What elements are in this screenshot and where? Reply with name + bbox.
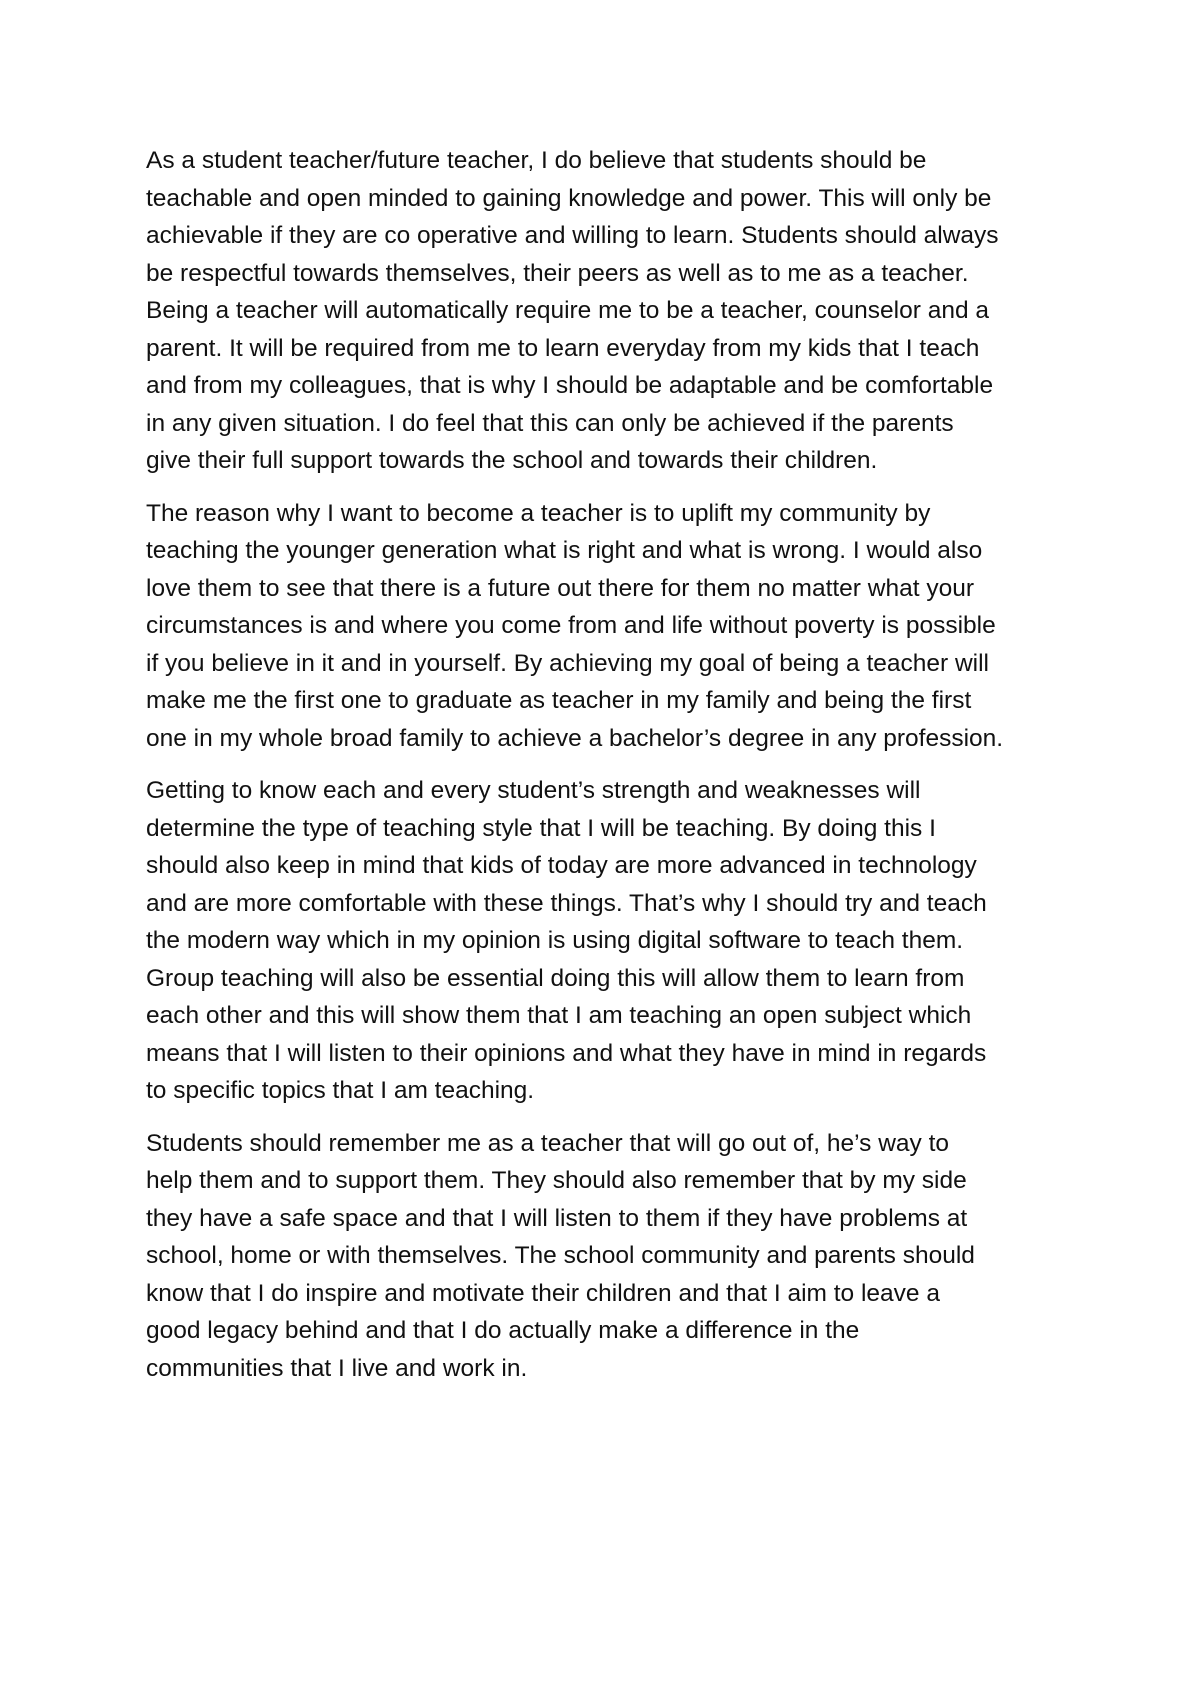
text-line: teachable and open minded to gaining knowledge and power. This will only be	[146, 184, 992, 212]
text-line: Students should remember me as a teacher that will go out of, he’s way to	[146, 1129, 950, 1157]
text-line: As a student teacher/future teacher, I do believe that students should be	[146, 147, 927, 174]
text-line: if you believe in it and in yourself. By achieving my goal of being a teacher will	[146, 649, 989, 677]
text-line: means that I will listen to their opinions and what they have in mind in regards	[146, 1039, 987, 1067]
text-line: to specific topics that I am teaching.	[146, 1077, 535, 1104]
text-line: make me the first one to graduate as teacher in my family and being the first	[146, 687, 972, 714]
text-line: the modern way which in my opinion is using digital software to teach them.	[146, 927, 964, 954]
text-line: in any given situation. I do feel that this can only be achieved if the parents	[146, 409, 954, 437]
essay-body	[146, 142, 1076, 1402]
text-line: and from my colleagues, that is why I should be adaptable and be comfortable	[146, 372, 994, 399]
text-line: Being a teacher will automatically require me to be a teacher, counselor and a	[146, 297, 990, 324]
text-line: each other and this will show them that I am teaching an open subject which	[146, 1002, 972, 1029]
text-line: good legacy behind and that I do actually make a difference in the	[146, 1317, 860, 1344]
text-line: love them to see that there is a future out there for them no matter what your	[146, 574, 974, 602]
text-line: achievable if they are co operative and willing to learn. Students should always	[146, 222, 999, 249]
text-line: circumstances is and where you come from and life without poverty is possible	[146, 612, 996, 639]
text-line: Group teaching will also be essential doing this will allow them to learn from	[146, 964, 965, 992]
paragraph-4	[146, 1125, 1076, 1388]
text-line: should also keep in mind that kids of today are more advanced in technology	[146, 852, 977, 879]
text-line: one in my whole broad family to achieve a bachelor’s degree in any profession.	[146, 724, 1004, 752]
text-line: communities that I live and work in.	[146, 1354, 528, 1382]
paragraph-1	[146, 142, 1076, 480]
text-line: give their full support towards the school and towards their children.	[146, 447, 878, 474]
text-line: school, home or with themselves. The school community and parents should	[146, 1242, 975, 1269]
text-line: determine the type of teaching style that I will be teaching. By doing this I	[146, 814, 936, 842]
paragraph-2	[146, 495, 1076, 758]
text-line: they have a safe space and that I will listen to them if they have problems at	[146, 1204, 968, 1232]
text-line: parent. It will be required from me to learn everyday from my kids that I teach	[146, 334, 980, 362]
text-line: Getting to know each and every student’s strength and weaknesses will	[146, 777, 921, 804]
text-line: The reason why I want to become a teacher is to uplift my community by	[146, 499, 931, 527]
text-line: teaching the younger generation what is right and what is wrong. I would also	[146, 537, 983, 564]
text-line: help them and to support them. They should also remember that by my side	[146, 1167, 967, 1194]
text-line: know that I do inspire and motivate their children and that I aim to leave a	[146, 1279, 940, 1307]
paragraph-3	[146, 772, 1076, 1110]
text-line: and are more comfortable with these things. That’s why I should try and teach	[146, 889, 987, 917]
text-line: be respectful towards themselves, their peers as well as to me as a teacher.	[146, 259, 969, 287]
